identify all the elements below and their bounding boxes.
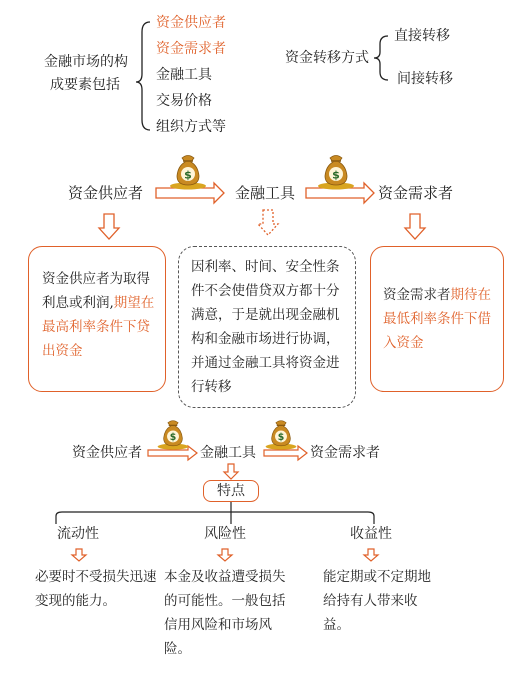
supplier-box-text: 资金供应者为取得利息或利润, (42, 271, 150, 311)
composition-item: 组织方式等 (156, 119, 226, 135)
arrow-down-supplier (99, 214, 119, 239)
composition-brace (136, 22, 150, 130)
money-bag-icon (168, 150, 208, 194)
demander-box-highlight: 期待在最低利率条件下借入资金 (383, 287, 491, 351)
middle-box-text: 因利率、时间、安全性条件不会使借贷双方都十分满意，于是就出现金融机构和金融市场进行协调，并通过金融工具将资金进行转移 (191, 259, 340, 395)
arrow-down-demander (405, 214, 425, 239)
feature-title-risk: 风险性 (204, 526, 246, 542)
arrow-down-liquidity (72, 549, 86, 561)
transfer-item: 直接转移 (394, 28, 450, 44)
money-bag-icon (156, 416, 190, 454)
money-bag-icon (264, 416, 298, 454)
svg-text:$: $ (184, 168, 192, 182)
feature-text-risk: 本金及收益遭受损失的可能性。一般包括信用风险和市场风险。 (164, 569, 286, 657)
demander-box-text: 资金需求者 (383, 287, 451, 303)
transfer-brace (374, 36, 388, 80)
composition-item: 资金供应者 (156, 15, 226, 31)
feature-title-liquidity: 流动性 (57, 526, 99, 542)
arrow-down-return (364, 549, 378, 561)
composition-item: 资金需求者 (156, 41, 226, 57)
supplier-box-highlight: 期望在最高利率条件下贷出资金 (42, 295, 155, 359)
composition-item: 交易价格 (156, 93, 212, 109)
supplier-box (28, 246, 166, 392)
transfer-label: 资金转移方式 (285, 50, 369, 66)
flow2-demander: 资金需求者 (310, 445, 380, 461)
features-tree (56, 512, 374, 524)
arrow-down-to-features (224, 464, 238, 479)
transfer-item: 间接转移 (397, 71, 453, 87)
flow-supplier: 资金供应者 (68, 184, 144, 202)
money-bag-icon (316, 150, 356, 194)
flow-instrument: 金融工具 (235, 184, 296, 202)
flow2-instrument: 金融工具 (200, 445, 256, 461)
feature-text-return: 能定期或不定期地给持有人带来收益。 (323, 569, 431, 633)
feature-text-liquidity: 必要时不受损失迅速变现的能力。 (35, 569, 157, 609)
flow-demander: 资金需求者 (378, 184, 454, 202)
composition-label-line1: 金融市场的构 (44, 54, 128, 70)
composition-item: 金融工具 (156, 67, 212, 83)
arrow-down-instrument (258, 210, 278, 235)
svg-text:$: $ (332, 168, 340, 182)
flow2-supplier: 资金供应者 (72, 445, 142, 461)
demander-box (370, 246, 504, 392)
svg-text:$: $ (169, 432, 177, 444)
svg-text:$: $ (277, 432, 285, 444)
composition-label-line2: 成要素包括 (50, 77, 120, 93)
middle-box (178, 246, 356, 408)
arrow-down-risk (218, 549, 232, 561)
features-pill: 特点 (203, 480, 259, 502)
feature-title-return: 收益性 (350, 526, 392, 542)
